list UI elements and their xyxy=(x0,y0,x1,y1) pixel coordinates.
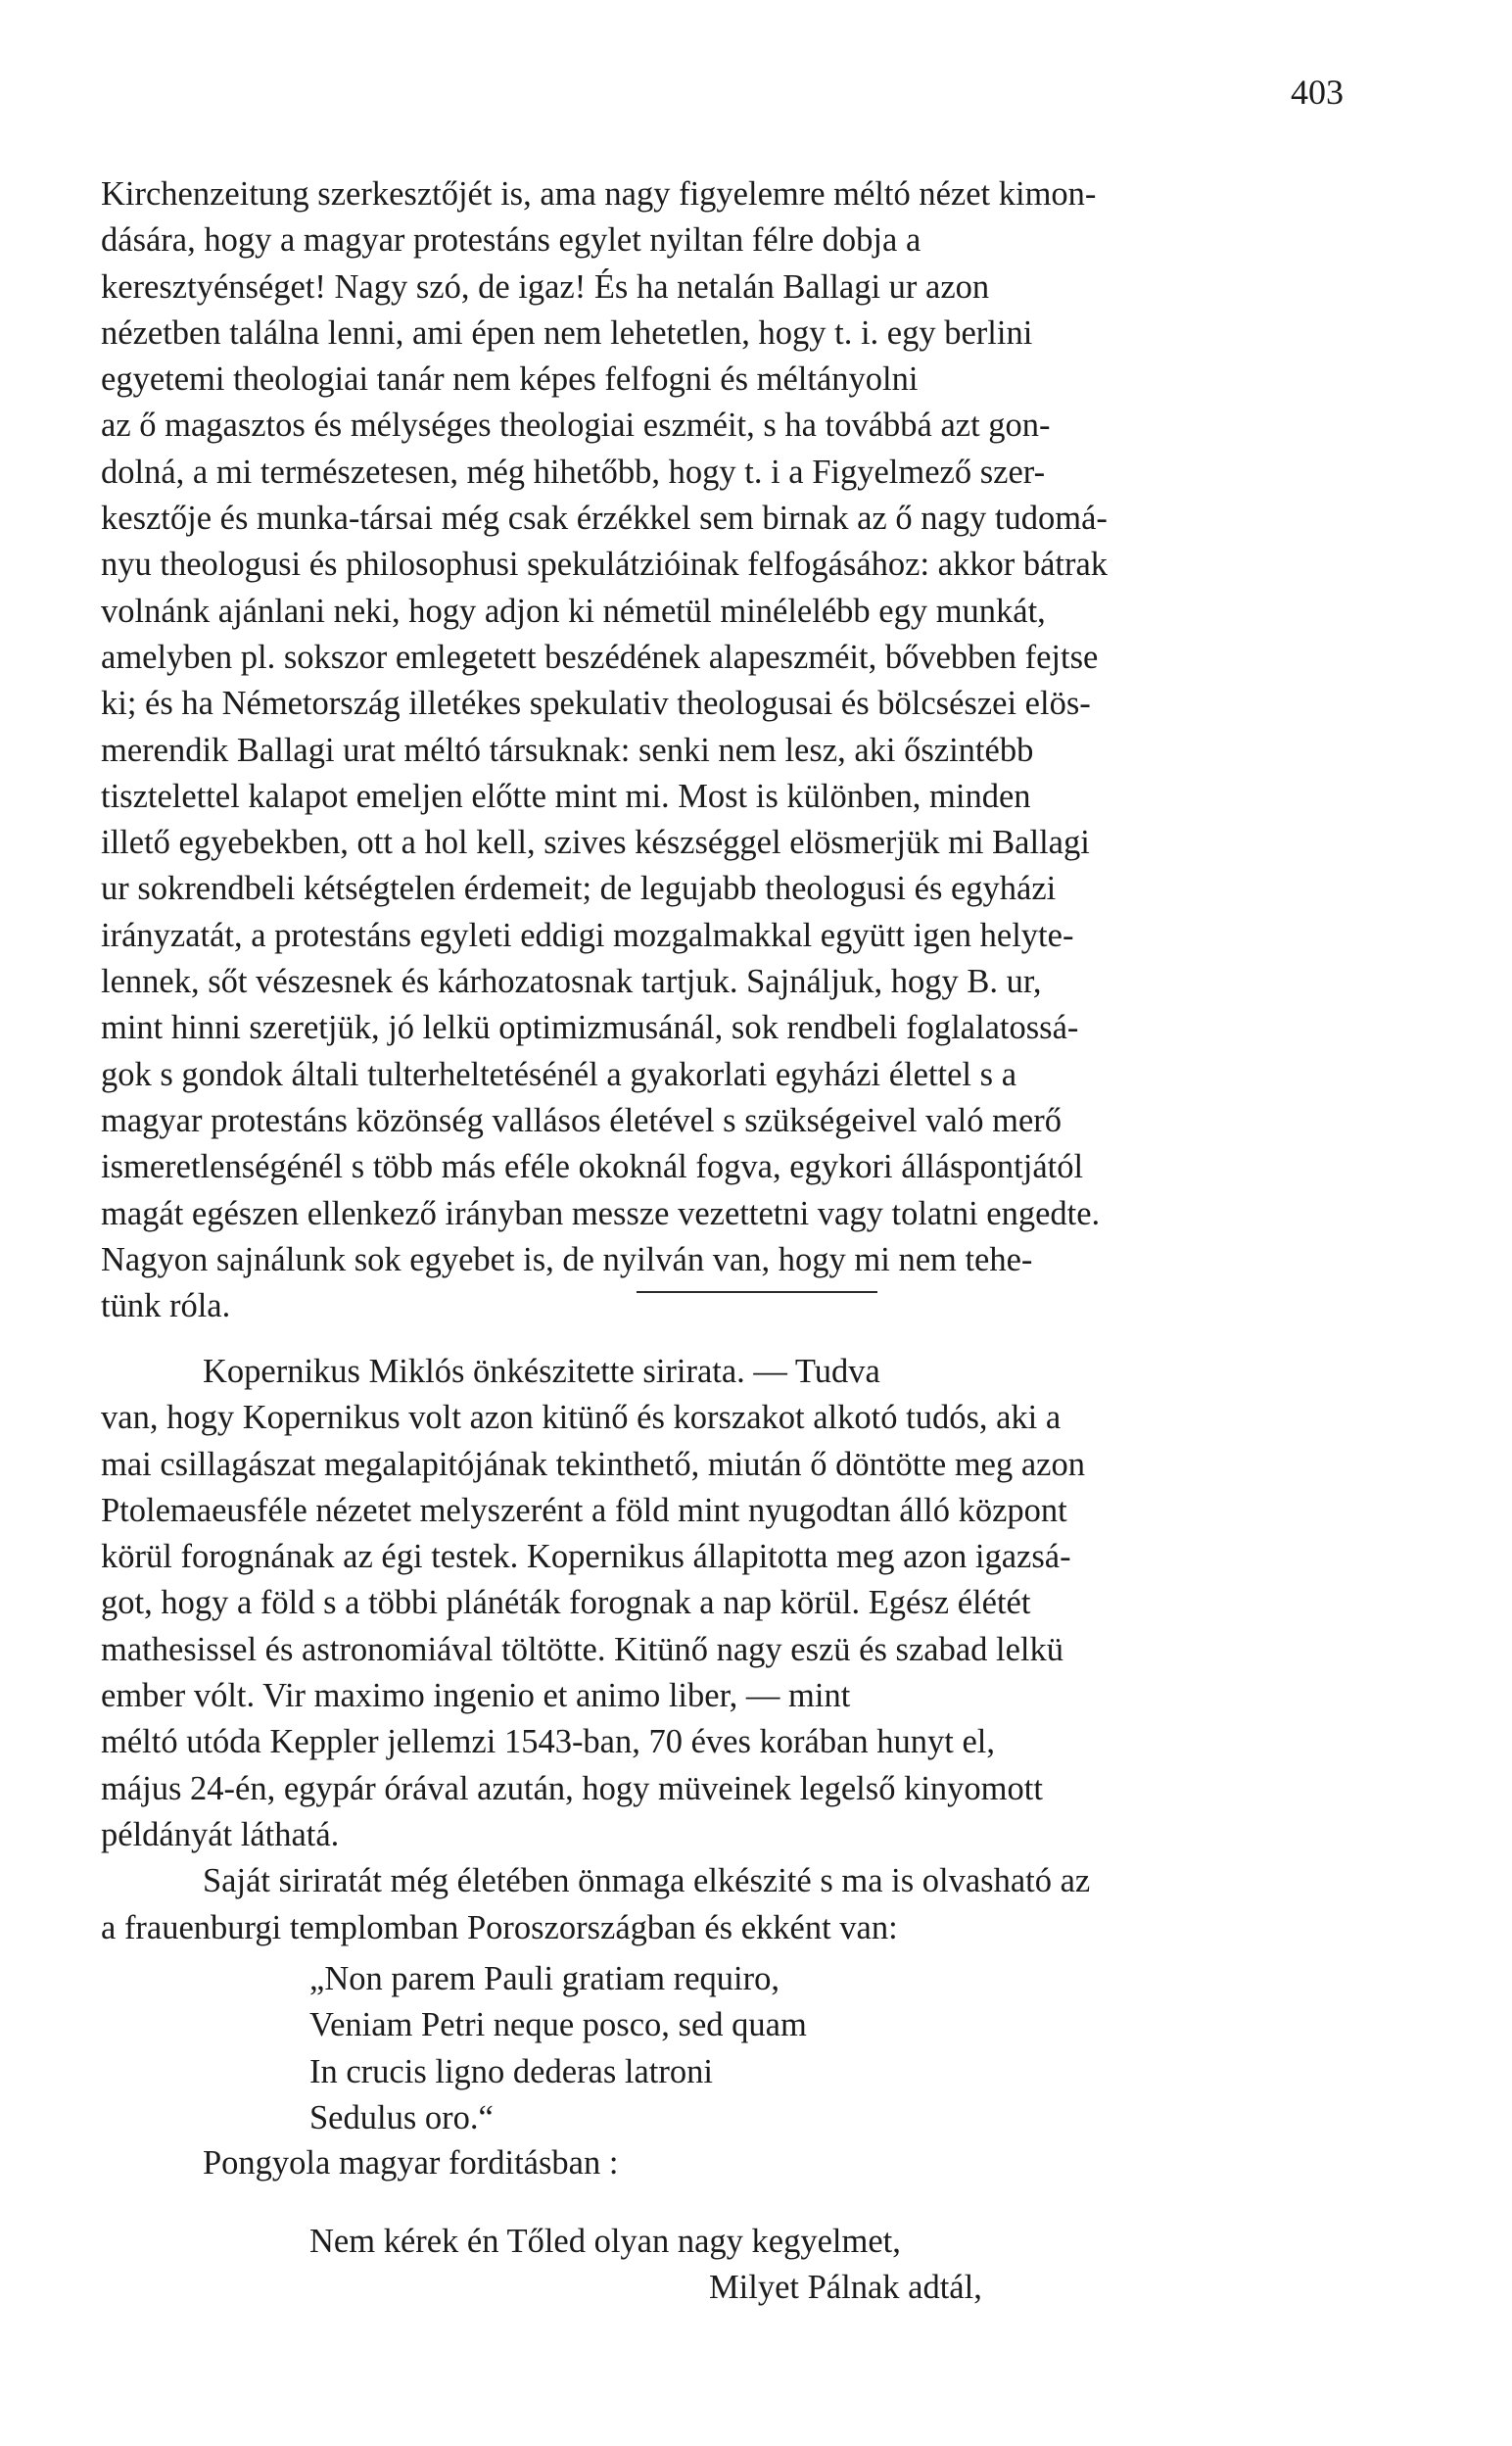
text-line: kesztője és munka-társai még csak érzékkel sem birnak az ő nagy tudomá- xyxy=(101,500,1108,538)
poem-line: In crucis ligno dederas latroni xyxy=(309,2052,713,2090)
text-line: Nagyon sajnálunk sok egyebet is, de nyilván van, hogy mi nem tehe- xyxy=(101,1240,1033,1278)
section-divider xyxy=(637,1291,877,1293)
text-line: ur sokrendbeli kétségtelen érdemeit; de legujabb theologusi és egyházi xyxy=(101,870,1057,908)
text-line: az ő magasztos és mélységes theologiai eszméit, s ha továbbá azt gon- xyxy=(101,407,1051,445)
text-line: tünk róla. xyxy=(101,1287,231,1325)
text-line: nézetben találna lenni, ami épen nem lehetetlen, hogy t. i. egy berlini xyxy=(101,313,1033,352)
article-heading-line: Kopernikus Miklós önkészitette sirirata. — Tudva xyxy=(203,1353,880,1390)
text-line: mint hinni szeretjük, jó lelkü optimizmusánál, sok rendbeli foglalatossá- xyxy=(101,1009,1079,1047)
hungarian-translation xyxy=(309,2219,982,2312)
text-line: május 24-én, egypár órával azután, hogy müveinek legelső kinyomott xyxy=(101,1769,1043,1807)
text-line: a frauenburgi templomban Poroszországban és ekként van: xyxy=(101,1908,898,1946)
text-line: ember vólt. Vir maximo ingenio et animo liber, — mint xyxy=(101,1677,851,1715)
text-line: ismeretlenségénél s több más eféle okoknál fogva, egykori álláspontjától xyxy=(101,1148,1084,1186)
text-line: Pongyola magyar forditásban : xyxy=(203,2144,619,2182)
text-line: körül forognának az égi testek. Kopernikus állapitotta meg azon igazsá- xyxy=(101,1538,1071,1576)
text-line: volnánk ajánlani neki, hogy adjon ki németül minélelébb egy munkát, xyxy=(101,592,1046,630)
text-line: mai csillagászat megalapitójának tekinthető, miután ő döntötte meg azon xyxy=(101,1445,1085,1483)
page-number: 403 xyxy=(1291,72,1344,112)
text-line: Ptolemaeusféle nézetet melyszerént a föld mint nyugodtan álló központ xyxy=(101,1491,1067,1529)
text-line: dására, hogy a magyar protestáns egylet nyiltan félre dobja a xyxy=(101,221,921,260)
text-line: egyetemi theologiai tanár nem képes felfogni és méltányolni xyxy=(101,360,919,399)
text-line: példányát láthatá. xyxy=(101,1815,340,1853)
text-line: keresztyénséget! Nagy szó, de igaz! És ha netalán Ballagi ur azon xyxy=(101,267,990,306)
text-line: Kirchenzeitung szerkesztőjét is, ama nagy figyelemre méltó nézet kimon- xyxy=(101,175,1097,213)
text-line: mathesissel és astronomiával töltötte. Kitünő nagy eszü és szabad lelkü xyxy=(101,1630,1064,1668)
latin-epitaph xyxy=(309,1956,807,2141)
text-line: méltó utóda Keppler jellemzi 1543-ban, 70 éves korában hunyt el, xyxy=(101,1723,996,1761)
text-line: Saját siriratát még életében önmaga elkészité s ma is olvasható az xyxy=(203,1862,1091,1900)
poem-line: Veniam Petri neque posco, sed quam xyxy=(309,2006,807,2044)
text-line: tisztelettel kalapot emeljen előtte mint mi. Most is különben, minden xyxy=(101,777,1031,815)
poem-line: Nem kérek én Tőled olyan nagy kegyelmet, xyxy=(309,2223,901,2260)
translation-intro xyxy=(101,2140,1372,2186)
text-line: ki; és ha Németország illetékes spekulativ theologusai és bölcsészei elös- xyxy=(101,685,1091,723)
poem-line: „Non parem Pauli gratiam requiro, xyxy=(309,1960,780,1997)
poem-line: Milyet Pálnak adtál, xyxy=(709,2269,982,2307)
kopernikus-article xyxy=(101,1349,1372,1951)
text-line: irányzatát, a protestáns egyleti eddigi mozgalmakkal együtt igen helyte- xyxy=(101,916,1074,954)
text-line: lennek, sőt vészesnek és kárhozatosnak tartjuk. Sajnáljuk, hogy B. ur, xyxy=(101,963,1042,1001)
text-line: illető egyebekben, ott a hol kell, szives készséggel elösmerjük mi Ballagi xyxy=(101,824,1090,862)
article-continuation xyxy=(101,171,1372,1329)
poem-line: Sedulus oro.“ xyxy=(309,2098,494,2136)
text-line: magát egészen ellenkező irányban messze vezettetni vagy tolatni engedte. xyxy=(101,1194,1101,1232)
text-line: got, hogy a föld s a többi plánéták forognak a nap körül. Egész élétét xyxy=(101,1584,1031,1622)
text-line: amelyben pl. sokszor emlegetett beszédének alapeszméit, bővebben fejtse xyxy=(101,638,1099,676)
text-line: gok s gondok általi tulterheltetésénél a gyakorlati egyházi élettel s a xyxy=(101,1055,1017,1093)
text-line: magyar protestáns közönség vallásos életével s szükségeivel való merő xyxy=(101,1101,1063,1139)
text-line: dolná, a mi természetesen, még hihetőbb, hogy t. i a Figyelmező szer- xyxy=(101,453,1046,491)
text-line: nyu theologusi és philosophusi spekulátzióinak felfogásához: akkor bátrak xyxy=(101,546,1109,584)
text-line: van, hogy Kopernikus volt azon kitünő és korszakot alkotó tudós, aki a xyxy=(101,1399,1062,1437)
text-line: merendik Ballagi urat méltó társuknak: senki nem lesz, aki őszintébb xyxy=(101,731,1034,769)
